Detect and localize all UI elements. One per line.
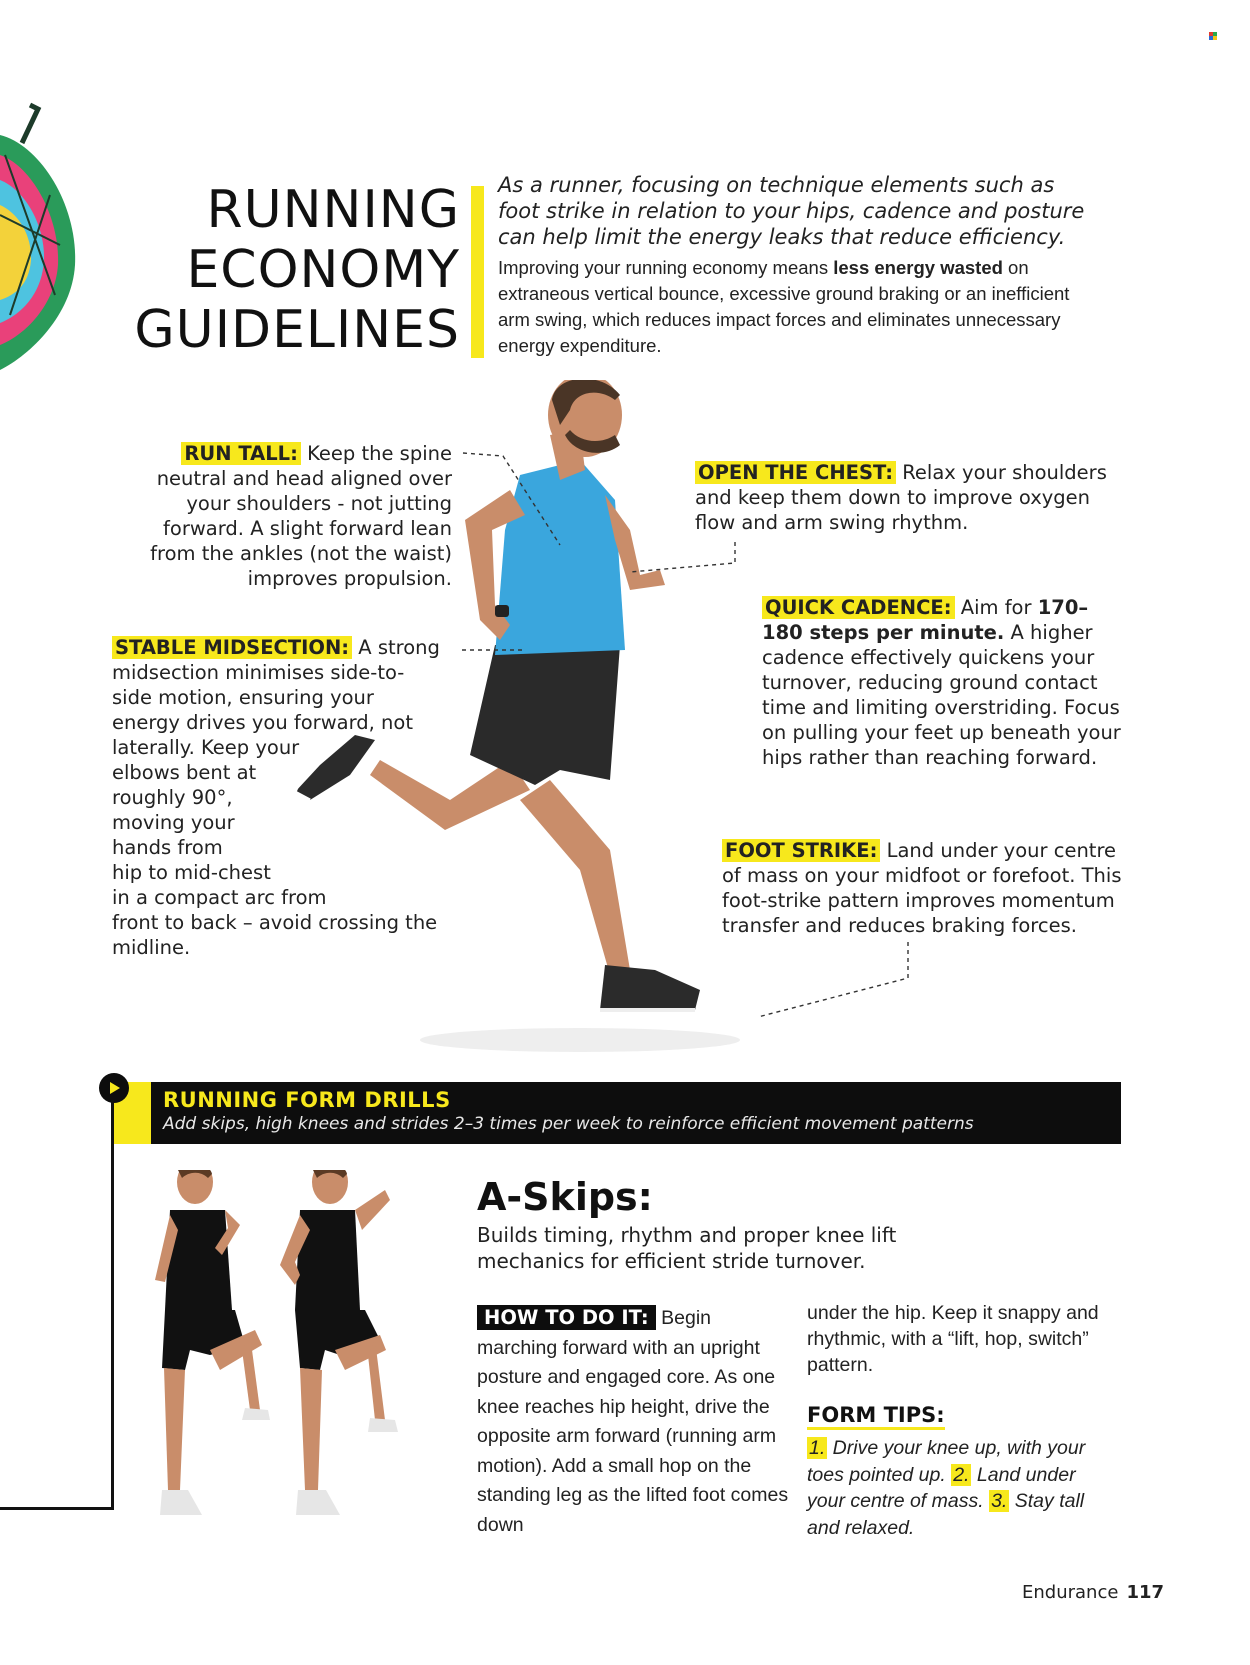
midsection-line: side motion, ensuring your [112,686,374,709]
quick-cadence-text-a: Aim for [954,596,1038,619]
midsection-line: in a compact arc from [112,886,327,909]
drills-subtitle: Add skips, high knees and strides 2–3 times per week to reinforce efficient movement patterns [163,1114,974,1134]
tip-number: 3. [991,1490,1008,1512]
tip-text: Land under your centre of mass. [807,1463,1076,1512]
title-accent-bar [471,186,484,358]
how-to-continued: under the hip. Keep it snappy and rhythmic, with a “lift, hop, switch” pattern. [807,1302,1099,1376]
tip-number: 2. [953,1463,970,1486]
how-to-body: Begin marching forward with an upright posture and engaged core. As one knee reaches hip height, drive the opposite arm forward (running arm motion). Add a small hop on the standing leg as the lifted foot comes down [477,1307,789,1536]
footer-section: Endurance [1022,1582,1119,1603]
intro-lead: As a runner, focusing on technique elements such as foot strike in relation to your hips, cadence and posture can help limit the energy leaks that reduce efficiency. [498,173,1085,249]
page-footer [1022,1582,1164,1603]
a-skips-title: A-Skips: [477,1175,653,1219]
form-tips-text [807,1435,1107,1541]
section-bracket-line [0,1507,114,1510]
title-line-1: RUNNING [206,180,460,240]
quick-cadence-label: QUICK CADENCE: [762,596,955,619]
how-to-label: HOW TO DO IT: [477,1305,656,1330]
midsection-line: A strong [352,636,440,659]
midsection-line: front to back – avoid crossing the [112,911,438,934]
title-line-3: GUIDELINES [134,300,460,360]
intro-body-pre: Improving your running economy means [498,257,834,278]
open-chest-text: Relax your shoulders and keep them down to improve oxygen flow and arm swing rhythm. [695,461,1107,534]
open-chest-label: OPEN THE CHEST: [695,461,896,484]
foot-strike-text: Land under your centre of mass on your midfoot or forefoot. This foot-strike pattern improves momentum transfer and reduces braking forces. [722,839,1122,937]
run-tall-label: RUN TALL: [181,442,301,465]
page-number: 117 [1126,1582,1165,1603]
intro-body-post: on extraneous vertical bounce, excessive ground braking or an inefficient arm swing, which reduces impact forces and eliminates unnecessary energy expenditure. [498,257,1070,356]
midsection-line: hands from [112,836,223,859]
quick-cadence-text-b: A higher cadence effectively quickens your turnover, reducing ground contact time and limiting overstriding. Focus on pulling your feet up beneath your hips rather than reaching forward. [762,621,1121,769]
open-chest-annotation [695,460,1125,535]
quick-cadence-bold: 170–180 steps per minute. [762,596,1089,644]
corner-color-mark [1209,32,1217,40]
play-icon-triangle [110,1082,120,1094]
stable-midsection-label: STABLE MIDSECTION: [112,636,352,659]
foot-strike-label: FOOT STRIKE: [722,839,880,862]
a-skips-illustration [150,1170,450,1610]
run-tall-text: Keep the spine neutral and head aligned over your shoulders - not jutting forward. A slight forward lean from the ankles (not the waist) improves propulsion. [150,442,452,590]
title-line-2: ECONOMY [186,240,460,300]
midsection-line: energy drives you forward, not [112,711,413,734]
section-bracket-line [111,1100,114,1510]
intro-body [498,255,1098,359]
midsection-line: hip to mid-chest [112,861,271,884]
quick-cadence-annotation [762,595,1122,770]
tip-text: Stay tall and relaxed. [807,1490,1085,1539]
how-to-text [477,1303,792,1540]
drills-title: RUNNING FORM DRILLS [163,1088,451,1112]
foot-strike-annotation [722,838,1127,938]
midsection-line: roughly 90°, [112,786,233,809]
midsection-line: midsection minimises side-to- [112,661,405,684]
midsection-line: laterally. Keep your [112,736,300,759]
a-skips-description: Builds timing, rhythm and proper knee lift mechanics for efficient stride turnover. [477,1223,897,1273]
intro-body-bold: less energy wasted [833,257,1003,278]
run-tall-annotation [130,441,452,591]
midsection-line: moving your [112,811,235,834]
stable-midsection-annotation [112,635,472,960]
tip-number: 1. [809,1437,826,1459]
form-tips-label: FORM TIPS: [807,1403,945,1430]
leaf-decoration-icon [0,95,80,375]
midsection-line: elbows bent at [112,761,257,784]
page-title [80,180,460,360]
midsection-line: midline. [112,936,191,959]
tip-text: Drive your knee up, with your toes pointed up. [807,1437,1086,1486]
